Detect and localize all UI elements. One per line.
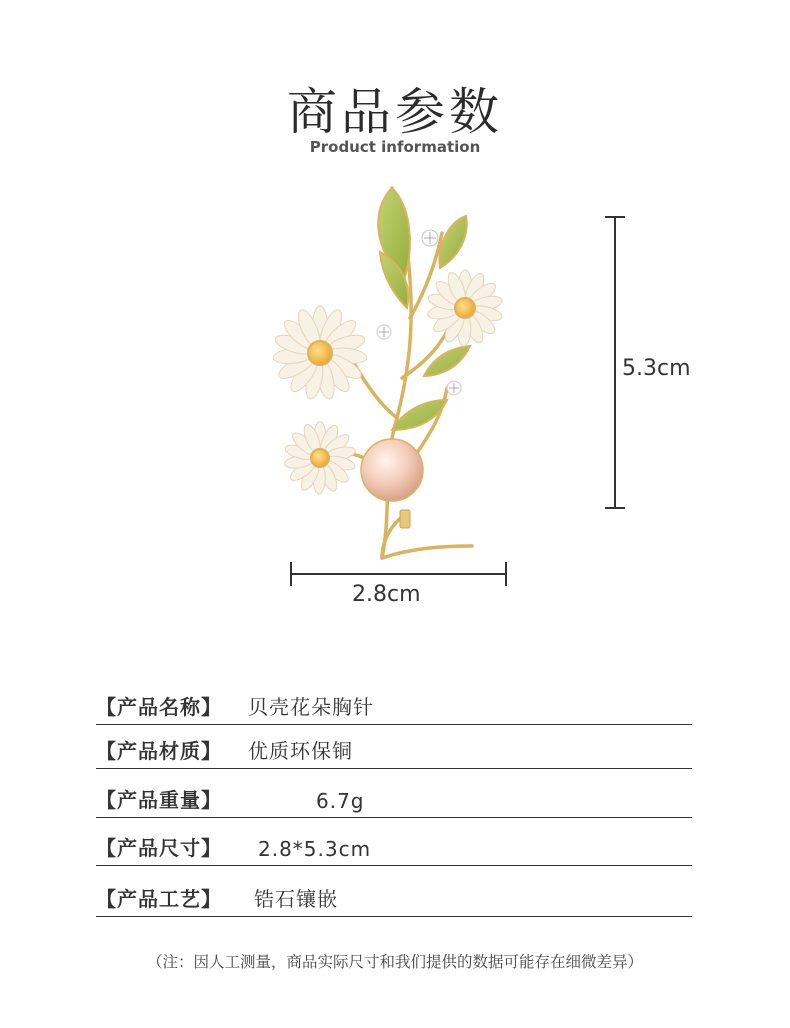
param-value: 锆石镶嵌 — [254, 887, 338, 911]
param-value: 优质环保铜 — [248, 739, 353, 763]
daisy-large — [272, 306, 367, 401]
param-key: 【产品重量】 — [96, 788, 222, 812]
param-row-name — [96, 690, 692, 725]
height-dimension-line — [614, 217, 616, 509]
width-dimension-cap-left — [290, 562, 292, 586]
pearl — [361, 439, 423, 501]
page-subtitle: Product information — [309, 138, 481, 156]
param-value: 6.7g — [316, 789, 365, 813]
param-key: 【产品尺寸】 — [96, 836, 222, 860]
param-value: 贝壳花朵胸针 — [248, 695, 374, 719]
daisy-lower — [284, 422, 357, 494]
width-dimension-label: 2.8cm — [352, 582, 421, 607]
brooch-image — [232, 168, 522, 578]
measurement-note: （注：因人工测量，商品实际尺寸和我们提供的数据可能存在细微差异） — [146, 953, 643, 971]
param-key: 【产品材质】 — [96, 739, 222, 763]
daisy-upper — [426, 270, 503, 346]
param-row-weight — [96, 783, 692, 818]
width-dimension-line — [291, 573, 507, 575]
width-dimension-cap-right — [505, 562, 507, 586]
param-row-craft — [96, 882, 692, 917]
clasp — [400, 510, 410, 528]
param-row-material — [96, 734, 692, 769]
page-title: 商品参数 — [287, 83, 503, 141]
param-value: 2.8*5.3cm — [258, 837, 372, 861]
param-key: 【产品名称】 — [96, 695, 222, 719]
height-dimension-cap-bottom — [605, 507, 625, 509]
height-dimension-cap-top — [605, 216, 625, 218]
param-key: 【产品工艺】 — [96, 887, 222, 911]
height-dimension-label: 5.3cm — [622, 356, 691, 381]
param-row-size — [96, 831, 692, 866]
